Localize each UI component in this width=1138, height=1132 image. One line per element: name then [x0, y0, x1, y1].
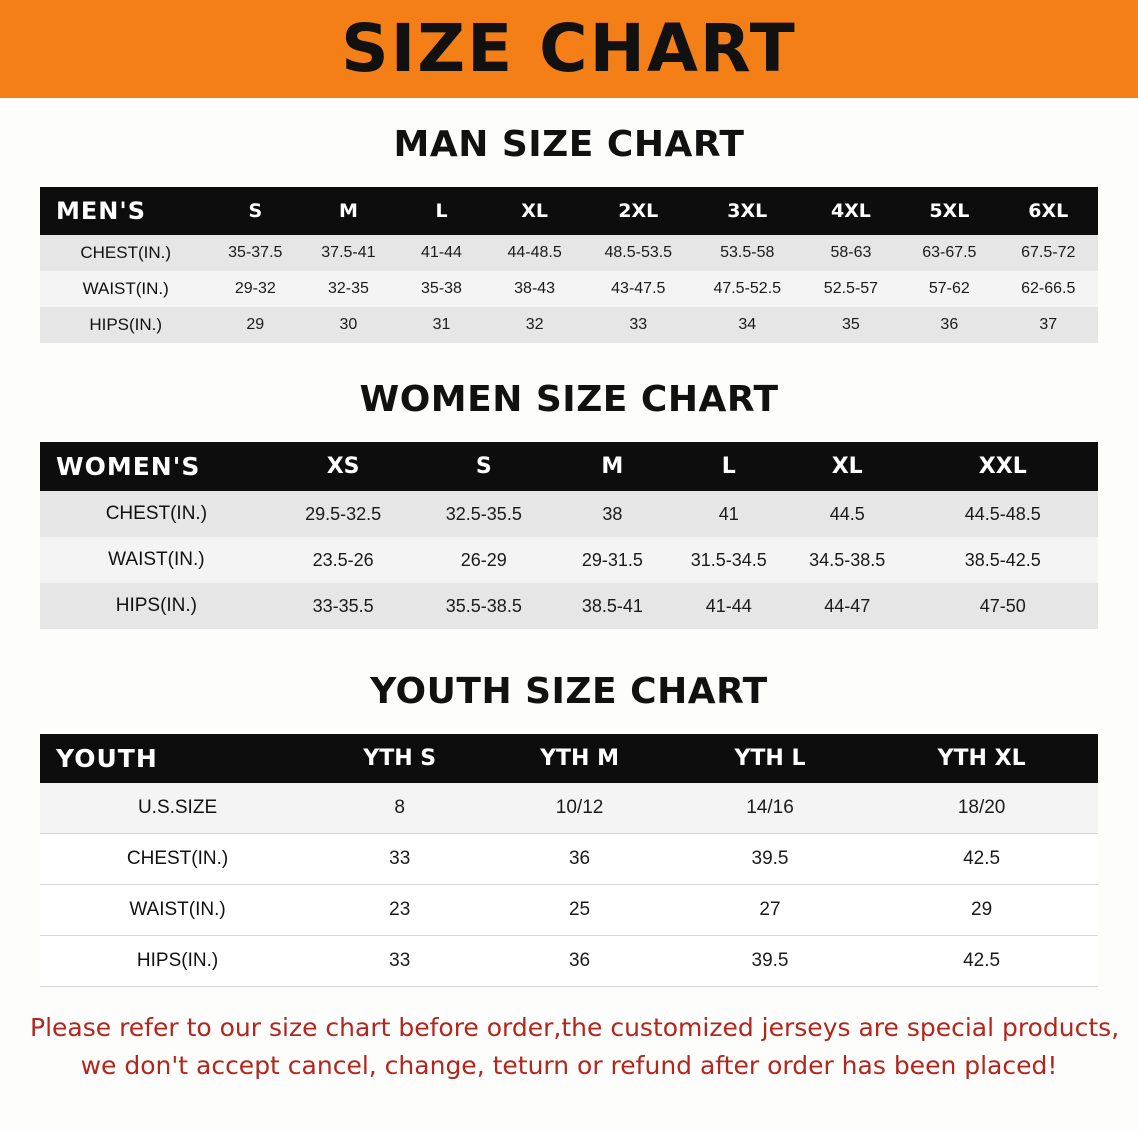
column-header: YOUTH	[40, 734, 315, 783]
row-label: HIPS(IN.)	[89, 315, 163, 334]
table-row	[40, 271, 1098, 307]
policy-note-line-1: Please refer to our size chart before order,the customized jerseys are special products,	[30, 1013, 1120, 1042]
table-cell: 25	[568, 899, 591, 920]
table-cell: 31.5-34.5	[690, 549, 767, 570]
column-header: M	[554, 442, 670, 491]
row-label: WAIST(IN.)	[82, 279, 169, 298]
table-cell: 32.5-35.5	[445, 503, 522, 524]
table-cell: 35	[842, 316, 860, 333]
table-cell: 58-63	[830, 244, 872, 261]
table-cell: 43-47.5	[611, 280, 666, 297]
table-cell: 33	[389, 950, 411, 971]
table-cell: 39.5	[751, 848, 789, 869]
table-cell: 34.5-38.5	[809, 549, 886, 570]
table-row	[40, 936, 1098, 987]
table-cell: 29-32	[234, 280, 276, 297]
table-cell: 23	[389, 899, 411, 920]
column-header: 6XL	[999, 187, 1098, 235]
table-cell: 36	[568, 950, 591, 971]
row-label: U.S.SIZE	[137, 797, 218, 818]
table-cell: 35-38	[421, 280, 462, 297]
table-row	[40, 235, 1098, 271]
column-header: 4XL	[802, 187, 900, 235]
column-header: S	[413, 442, 554, 491]
table-cell: 29-31.5	[581, 549, 643, 570]
table-cell: 57-62	[928, 280, 970, 297]
table-cell: 33	[629, 316, 648, 333]
policy-note-line-2: we don't accept cancel, change, teturn or refund after order has been placed!	[80, 1050, 1058, 1080]
column-header: YTH L	[675, 734, 865, 783]
row-label: CHEST(IN.)	[80, 243, 172, 262]
table-header-row	[40, 442, 1098, 491]
table-cell: 31	[432, 316, 451, 333]
table-cell: 38	[602, 503, 623, 524]
table-cell: 53.5-58	[720, 244, 775, 261]
man-table-wrapper	[0, 187, 1138, 343]
youth-table-wrapper	[0, 734, 1138, 987]
column-header: M	[299, 187, 397, 235]
page-title: SIZE CHART	[341, 10, 797, 87]
table-cell: 35-37.5	[228, 244, 283, 261]
table-cell: 35.5-38.5	[445, 595, 522, 616]
table-cell: 10/12	[555, 797, 604, 818]
table-header-row	[40, 187, 1098, 235]
table-cell: 47-50	[979, 595, 1026, 616]
table-cell: 42.5	[963, 848, 1001, 869]
table-row	[40, 834, 1098, 885]
table-cell: 62-66.5	[1021, 280, 1076, 297]
women-table-wrapper	[0, 442, 1138, 629]
table-row	[40, 783, 1098, 834]
table-cell: 38.5-42.5	[964, 549, 1041, 570]
page-banner	[0, 0, 1138, 98]
column-header: YTH M	[484, 734, 674, 783]
table-cell: 41-44	[705, 595, 752, 616]
table-cell: 44-47	[824, 595, 871, 616]
table-cell: 27	[759, 899, 781, 920]
column-header: XXL	[908, 442, 1098, 491]
table-cell: 42.5	[963, 950, 1001, 971]
table-cell: 23.5-26	[312, 549, 374, 570]
table-cell: 29	[971, 899, 993, 920]
table-cell: 38-43	[514, 280, 556, 297]
table-cell: 44-48.5	[507, 244, 562, 261]
table-cell: 33-35.5	[312, 595, 374, 616]
table-cell: 47.5-52.5	[713, 280, 782, 297]
row-label: WAIST(IN.)	[108, 549, 205, 570]
table-cell: 37.5-41	[321, 244, 376, 261]
table-cell: 41-44	[421, 244, 462, 261]
column-header: YTH S	[315, 734, 484, 783]
table-cell: 29	[246, 316, 265, 333]
women-section-heading: WOMEN SIZE CHART	[359, 379, 779, 420]
table-cell: 36	[568, 848, 591, 869]
man-section-heading: MAN SIZE CHART	[393, 124, 745, 165]
table-cell: 30	[339, 316, 358, 333]
column-header: 5XL	[900, 187, 998, 235]
table-cell: 52.5-57	[823, 280, 879, 297]
column-header: WOMEN'S	[40, 442, 273, 491]
table-cell: 63-67.5	[922, 244, 977, 261]
table-cell: 18/20	[957, 797, 1006, 818]
table-cell: 39.5	[751, 950, 789, 971]
table-cell: 67.5-72	[1021, 244, 1076, 261]
table-row	[40, 491, 1098, 537]
table-cell: 8	[394, 797, 405, 818]
table-cell: 14/16	[746, 797, 794, 818]
row-label: HIPS(IN.)	[115, 595, 198, 616]
column-header: 2XL	[584, 187, 693, 235]
youth-section-heading: YOUTH SIZE CHART	[370, 671, 768, 712]
table-cell: 29.5-32.5	[305, 503, 382, 524]
row-label: CHEST(IN.)	[126, 848, 229, 869]
table-header-row	[40, 734, 1098, 783]
women-size-table	[40, 442, 1098, 629]
youth-size-table	[40, 734, 1098, 987]
row-label: HIPS(IN.)	[136, 950, 219, 971]
table-cell: 34	[738, 316, 757, 333]
column-header: MEN'S	[40, 187, 211, 235]
table-row	[40, 307, 1098, 343]
table-cell: 38.5-41	[581, 595, 643, 616]
table-cell: 32-35	[327, 280, 369, 297]
table-cell: 26-29	[460, 549, 507, 570]
column-header: YTH XL	[865, 734, 1098, 783]
column-header: L	[398, 187, 486, 235]
column-header: XL	[485, 187, 583, 235]
table-cell: 32	[525, 316, 544, 333]
table-cell: 48.5-53.5	[604, 244, 673, 261]
table-cell: 36	[940, 316, 959, 333]
column-header: L	[671, 442, 787, 491]
column-header: XL	[787, 442, 908, 491]
table-cell: 41	[718, 503, 739, 524]
table-cell: 44.5	[829, 503, 865, 524]
column-header: 3XL	[693, 187, 802, 235]
table-cell: 44.5-48.5	[964, 503, 1041, 524]
column-header: XS	[273, 442, 414, 491]
policy-note	[0, 987, 1138, 1110]
table-cell: 33	[389, 848, 411, 869]
table-cell: 37	[1039, 316, 1058, 333]
row-label: CHEST(IN.)	[105, 503, 208, 524]
row-label: WAIST(IN.)	[129, 899, 226, 920]
man-size-table	[40, 187, 1098, 343]
column-header: S	[211, 187, 299, 235]
table-row	[40, 537, 1098, 583]
table-row	[40, 885, 1098, 936]
table-row	[40, 583, 1098, 629]
